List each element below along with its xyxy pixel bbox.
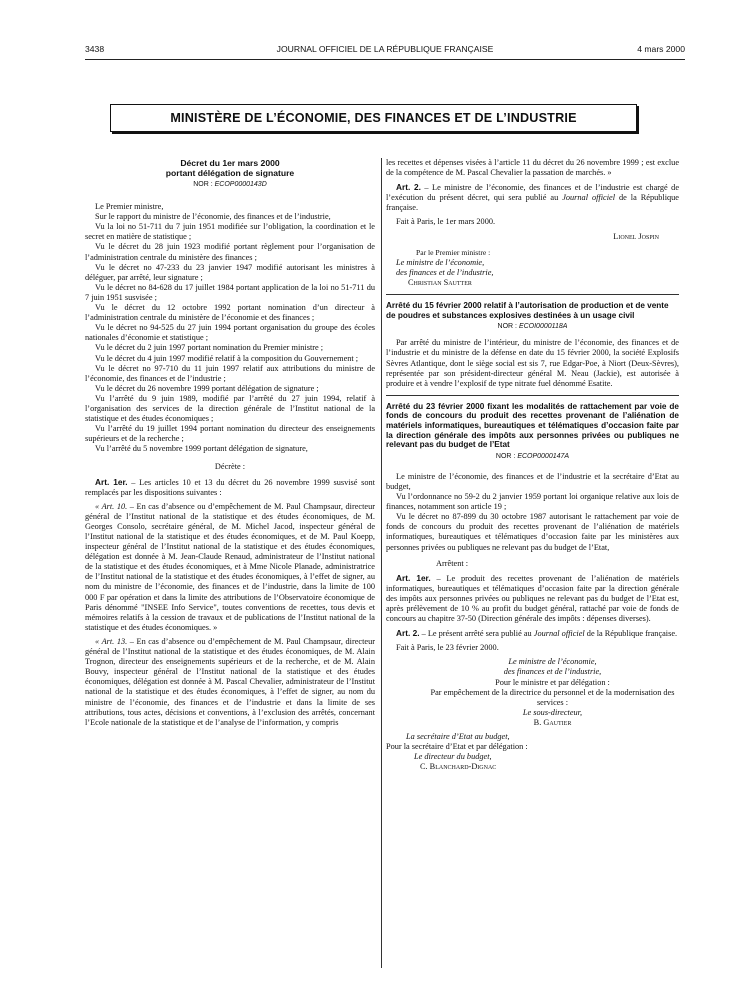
decret-article-1: Art. 1er. – Les articles 10 et 13 du décret du 26 novembre 1999 susvisé sont remplacés par les dispositions suivantes : <box>85 476 375 497</box>
decret-minister-name: Christian Sautter <box>408 277 472 287</box>
decret-signer: Lionel Jospin <box>613 231 659 241</box>
visa-paragraph: Vu l’arrêté du 5 novembre 1999 portant délégation de signature, <box>95 444 308 454</box>
arretent-label: Arrêtent : <box>436 558 469 568</box>
issue-date: 4 mars 2000 <box>637 44 685 54</box>
arrete2-signature-1: Le ministre de l’économie, des finances et de l’industrie, Pour le ministre et par délégation : Par empêchement de la directrice du personnel et de la modernisation des services : Le sous-directeur, B. Gautier <box>430 657 675 727</box>
arrete2-intro: Le ministre de l’économie, des finances et de l’industrie et la secrétaire d’Etat au budget, <box>386 471 679 491</box>
visa-paragraph: Vu le décret du 12 octobre 1992 portant nomination d’un directeur à l’administration centrale du ministère de l’économie et des finances ; <box>85 303 375 323</box>
journal-title: JOURNAL OFFICIEL DE LA RÉPUBLIQUE FRANÇAISE <box>276 44 494 54</box>
arrete2-article-2: Art. 2. – Le présent arrêté sera publié au Journal officiel de la République française. <box>396 628 678 639</box>
decret-fait: Fait à Paris, le 1er mars 2000. <box>396 217 496 227</box>
ministry-title: MINISTÈRE DE L’ÉCONOMIE, DES FINANCES ET DE L’INDUSTRIE <box>170 111 577 125</box>
decret-par: Par le Premier ministre : <box>416 247 491 257</box>
decret-nor: NOR : ECOP0000143D <box>193 181 267 188</box>
visa-paragraph: Vu le décret du 4 juin 1997 modifié relatif à la composition du Gouvernement ; <box>95 353 359 363</box>
left-column <box>85 158 375 728</box>
visa-paragraph: Vu le décret du 2 juin 1997 portant nomination du Premier ministre ; <box>95 343 324 353</box>
decret-title: Décret du 1er mars 2000 portant délégation de signature <box>165 158 295 178</box>
ministry-heading <box>110 104 637 132</box>
section-divider <box>386 395 679 396</box>
decret-visas <box>85 212 375 454</box>
arrete2-visas <box>386 492 679 553</box>
arrete2-article-1: Art. 1er. – Le produit des recettes provenant de l’aliénation de matériels informatiques, bureautiques et télématiques d’occasion faite par la direction générale des impôts aux personnes privées ou publiques ne relevant pas du budget de l’Etat est, après prélèvement de 10 % au profit du budget général, rattaché par voie de fonds de concours au chapitre 37-50 (Direction générale des impôts : dépenses diverses). <box>386 572 679 624</box>
arrete2-fait: Fait à Paris, le 23 février 2000. <box>396 643 499 653</box>
visa-paragraph: Sur le rapport du ministre de l’économie, des finances et de l’industrie, <box>95 212 331 222</box>
visa-paragraph: Vu le décret du 26 novembre 1999 portant délégation de signature ; <box>95 383 319 393</box>
visa-paragraph: Vu l’arrêté du 19 juillet 1994 portant nomination du directeur des enseignements supérieurs et de la recherche ; <box>85 424 375 444</box>
running-header <box>85 44 685 58</box>
decret-article-13-continued: les recettes et dépenses visées à l’article 11 du décret du 26 novembre 1999 ; est exclue de la compétence de M. Pascal Chevalier la passation de marchés. » <box>386 158 679 178</box>
visa-paragraph: Vu l’arrêté du 9 juin 1989, modifié par l’arrêté du 27 juin 1994, relatif à l’organisation des services de la direction générale de l’Institut national de la statistique et des études économiques ; <box>85 393 375 424</box>
page-number: 3438 <box>85 44 105 54</box>
decret-intro: Le Premier ministre, <box>95 202 164 212</box>
visa-paragraph: Vu le décret no 97-710 du 11 juin 1997 relatif aux attributions du ministre de l’économie, des finances et de l’industrie ; <box>85 363 375 383</box>
arrete2-title: Arrêté du 23 février 2000 fixant les modalités de rattachement par voie de fonds de concours du produit des recettes provenant de l’aliénation de matériels informatiques, bureautiques et télématiques d’occasion faite par la direction générale des impôts aux personnes privées ou publiques ne relevant pas du budget de l’Etat <box>386 401 679 450</box>
decrete-label: Décrète : <box>214 462 246 472</box>
section-divider <box>386 294 679 295</box>
arrete1-text: Par arrêté du ministre de l’intérieur, du ministre de l’économie, des finances et de l’industrie et du ministre de la défense en date du 15 février 2000, la société Explosifs Sèvres Atlantique, dont le siège social est sis 7, rue Edgar-Poe, à Niort (Deux-Sèvres), représentée par son président-directeur général M. Neau (Jackie), est autorisée à produire et à vendre l’explosif de type nitrate fuel dénommé Esatite. <box>386 338 679 388</box>
header-rule <box>85 59 685 60</box>
arrete2-nor: NOR : ECOP0000147A <box>495 452 570 460</box>
visa-paragraph: Vu le décret no 87-899 du 30 octobre 1987 autorisant le rattachement par voie de fonds de concours du produit des recettes provenant de l’aliénation de matériels informatiques, bureautiques et télématiques d’occasion faite par les ministères aux personnes privées ou publiques ne relevant pas du budget de l’Etat, <box>386 512 679 552</box>
arrete1-nor: NOR : ECOI0000118A <box>497 323 568 331</box>
right-column <box>386 158 679 772</box>
column-separator <box>381 158 382 968</box>
decret-article-10: « Art. 10. – En cas d’absence ou d’empêchement de M. Paul Champsaur, directeur général de l’Institut national de la statistique et des études économiques, de M. Georges Consolo, secrétaire général, de M. Michel Jacod, inspecteur général de l’Institut national de la statistique et des études économiques, et de M. Paul Koepp, inspecteur général de l’Institut national de la statistique et des études économiques, délégation est donnée à M. Jean-Claude Renaud, administrateur de l’Institut national de la statistique et des études économiques, et à Mme Nicole Planade, administratrice de l’Institut national de la statistique et des études économiques, à l’effet de signer, au nom du ministre de l’économie, des finances et de l’industrie, dans la limite de 100 000 F par opération et dans la limite des attributions de l’Observatoire économique de Paris dénommé "INSEE Info Service", toutes conventions de recettes, tous devis et mémoires relatifs à la cession de travaux et de publications de l’Institut national de la statistique et des études économiques. » <box>85 501 375 632</box>
visa-paragraph: Vu le décret du 28 juin 1923 modifié portant règlement pour l’organisation de l’administration centrale du ministère des finances ; <box>85 242 375 262</box>
visa-paragraph: Vu l’ordonnance no 59-2 du 2 janvier 1959 portant loi organique relative aux lois de finances, notamment son article 19 ; <box>386 492 679 512</box>
decret-article-2: Art. 2. – Le ministre de l’économie, des finances et de l’industrie est chargé de l’exécution du présent décret, qui sera publié au Journal officiel de la République française. <box>386 182 679 213</box>
visa-paragraph: Vu le décret no 84-628 du 17 juillet 1984 portant application de la loi no 51-711 du 7 juin 1951 susvisée ; <box>85 282 375 302</box>
decret-minister-role: Le ministre de l’économie, des finances et de l’industrie, <box>396 257 494 277</box>
arrete2-signature-2: La secrétaire d’Etat au budget, Pour la secrétaire d’Etat et par délégation : Le directeur du budget, C. Blanchard-Dignac <box>386 732 528 772</box>
decret-article-13: « Art. 13. – En cas d’absence ou d’empêchement de M. Paul Champsaur, directeur général de l’Institut national de la statistique et des études économiques, de M. Alain Trognon, directeur des enseignements supérieurs et de la recherche, et de M. Alain Bouvy, inspecteur général de l’Institut national de la statistique et des études économiques, délégation est donnée à M. Pascal Chevalier, administrateur de l’Institut national de la statistique et des études économiques, à l’effet de signer, au nom du ministre de l’économie, des finances et de l’industrie et dans la limite de ses attributions, tous actes, décisions et conventions, à l’exclusion des arrêtés, concernant l’Ecole nationale de la statistique et de l’analyse de l’information, y compris <box>85 636 375 727</box>
visa-paragraph: Vu le décret no 47-233 du 23 janvier 1947 modifié autorisant les ministres à déléguer, par arrêté, leur signature ; <box>85 262 375 282</box>
visa-paragraph: Vu la loi no 51-711 du 7 juin 1951 modifiée sur l’obligation, la coordination et le secret en matière de statistique ; <box>85 222 375 242</box>
visa-paragraph: Vu le décret no 94-525 du 27 juin 1994 portant organisation du groupe des écoles nationales d’économie et statistique ; <box>85 323 375 343</box>
arrete1-title: Arrêté du 15 février 2000 relatif à l’autorisation de production et de vente de poudres et substances explosives destinées à un usage civil <box>386 301 669 320</box>
